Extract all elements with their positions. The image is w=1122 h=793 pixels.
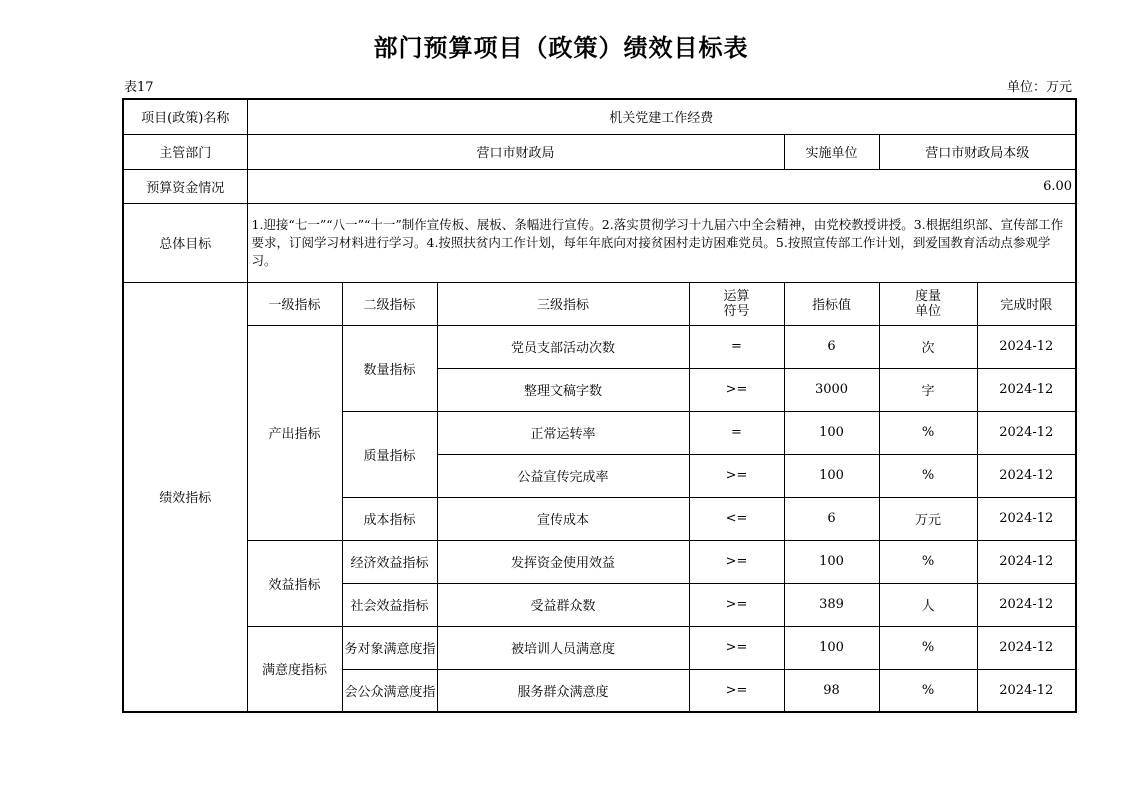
row-op: >= [689, 583, 784, 626]
group-benefit: 效益指标 [247, 540, 342, 626]
department-row [123, 134, 1076, 169]
performance-target-table [122, 98, 1077, 713]
row-value: 389 [784, 583, 879, 626]
header-op-a: 运算 [723, 288, 750, 304]
row-deadline: 2024-12 [977, 325, 1076, 368]
goal-text: 1.迎接“七一”“八一”“十一”制作宣传板、展板、条幅进行宣传。2.落实贯彻学习十九届六中全会精神，由党校教授讲授。3.根据组织部、宣传部工作要求，订阅学习材料进行学习。4.按照扶贫内工作计划，每年年底向对接贫困村走访困难党员。5.按照宣传部工作计划，到爱国教育活动点参观学习。 [247, 203, 1076, 282]
budget-row [123, 169, 1076, 203]
row-unit: % [879, 411, 977, 454]
row-name: 公益宣传完成率 [437, 454, 689, 497]
header-op [689, 282, 784, 325]
subgroup-quantity: 数量指标 [342, 325, 437, 411]
row-deadline: 2024-12 [977, 583, 1076, 626]
subgroup-quality: 质量指标 [342, 411, 437, 497]
impl-value: 营口市财政局本级 [879, 134, 1076, 169]
row-deadline: 2024-12 [977, 540, 1076, 583]
subgroup-service-target: 务对象满意度指 [342, 626, 437, 669]
row-op: >= [689, 540, 784, 583]
goal-label: 总体目标 [123, 203, 247, 282]
row-deadline: 2024-12 [977, 411, 1076, 454]
subgroup-economic: 经济效益指标 [342, 540, 437, 583]
row-unit: 万元 [879, 497, 977, 540]
goal-row [123, 203, 1076, 282]
row-name: 宣传成本 [437, 497, 689, 540]
row-unit: % [879, 540, 977, 583]
impl-label: 实施单位 [784, 134, 879, 169]
row-unit: % [879, 626, 977, 669]
header-unit-b: 单位 [914, 303, 941, 319]
row-name: 受益群众数 [437, 583, 689, 626]
row-unit: 次 [879, 325, 977, 368]
row-op: >= [689, 368, 784, 411]
row-op: >= [689, 626, 784, 669]
table-row [123, 325, 1076, 368]
budget-label: 预算资金情况 [123, 169, 247, 203]
group-output: 产出指标 [247, 325, 342, 540]
dept-label: 主管部门 [123, 134, 247, 169]
group-satisfaction: 满意度指标 [247, 626, 342, 712]
row-value: 98 [784, 669, 879, 712]
header-unit-a: 度量 [914, 288, 941, 304]
row-op: = [689, 325, 784, 368]
header-val: 指标值 [784, 282, 879, 325]
perf-label: 绩效指标 [123, 282, 247, 712]
row-name: 发挥资金使用效益 [437, 540, 689, 583]
row-unit: % [879, 669, 977, 712]
header-l1: 一级指标 [247, 282, 342, 325]
row-name: 党员支部活动次数 [437, 325, 689, 368]
row-op: >= [689, 454, 784, 497]
table-row [123, 626, 1076, 669]
row-value: 100 [784, 540, 879, 583]
table-number: 表17 [124, 80, 154, 95]
dept-value: 营口市财政局 [247, 134, 784, 169]
header-row [123, 282, 1076, 325]
row-value: 100 [784, 411, 879, 454]
row-name: 服务群众满意度 [437, 669, 689, 712]
row-value: 6 [784, 497, 879, 540]
table-row [123, 540, 1076, 583]
row-value: 6 [784, 325, 879, 368]
row-name: 正常运转率 [437, 411, 689, 454]
row-op: = [689, 411, 784, 454]
row-deadline: 2024-12 [977, 669, 1076, 712]
row-value: 100 [784, 626, 879, 669]
header-op-b: 符号 [723, 303, 750, 319]
row-deadline: 2024-12 [977, 368, 1076, 411]
unit-label: 单位：万元 [1006, 80, 1072, 95]
budget-value: 6.00 [247, 169, 1076, 203]
subgroup-social: 社会效益指标 [342, 583, 437, 626]
row-value: 100 [784, 454, 879, 497]
row-op: >= [689, 669, 784, 712]
row-unit: % [879, 454, 977, 497]
subgroup-public: 会公众满意度指 [342, 669, 437, 712]
row-name: 被培训人员满意度 [437, 626, 689, 669]
header-deadline: 完成时限 [977, 282, 1076, 325]
page-title: 部门预算项目（政策）绩效目标表 [373, 33, 749, 62]
row-deadline: 2024-12 [977, 454, 1076, 497]
subgroup-cost: 成本指标 [342, 497, 437, 540]
row-unit: 人 [879, 583, 977, 626]
project-name-value: 机关党建工作经费 [247, 99, 1076, 134]
header-unit [879, 282, 977, 325]
row-op: <= [689, 497, 784, 540]
row-deadline: 2024-12 [977, 497, 1076, 540]
header-l3: 三级指标 [437, 282, 689, 325]
row-value: 3000 [784, 368, 879, 411]
row-unit: 字 [879, 368, 977, 411]
row-name: 整理文稿字数 [437, 368, 689, 411]
header-l2: 二级指标 [342, 282, 437, 325]
row-deadline: 2024-12 [977, 626, 1076, 669]
project-name-label: 项目(政策)名称 [123, 99, 247, 134]
project-name-row [123, 99, 1076, 134]
